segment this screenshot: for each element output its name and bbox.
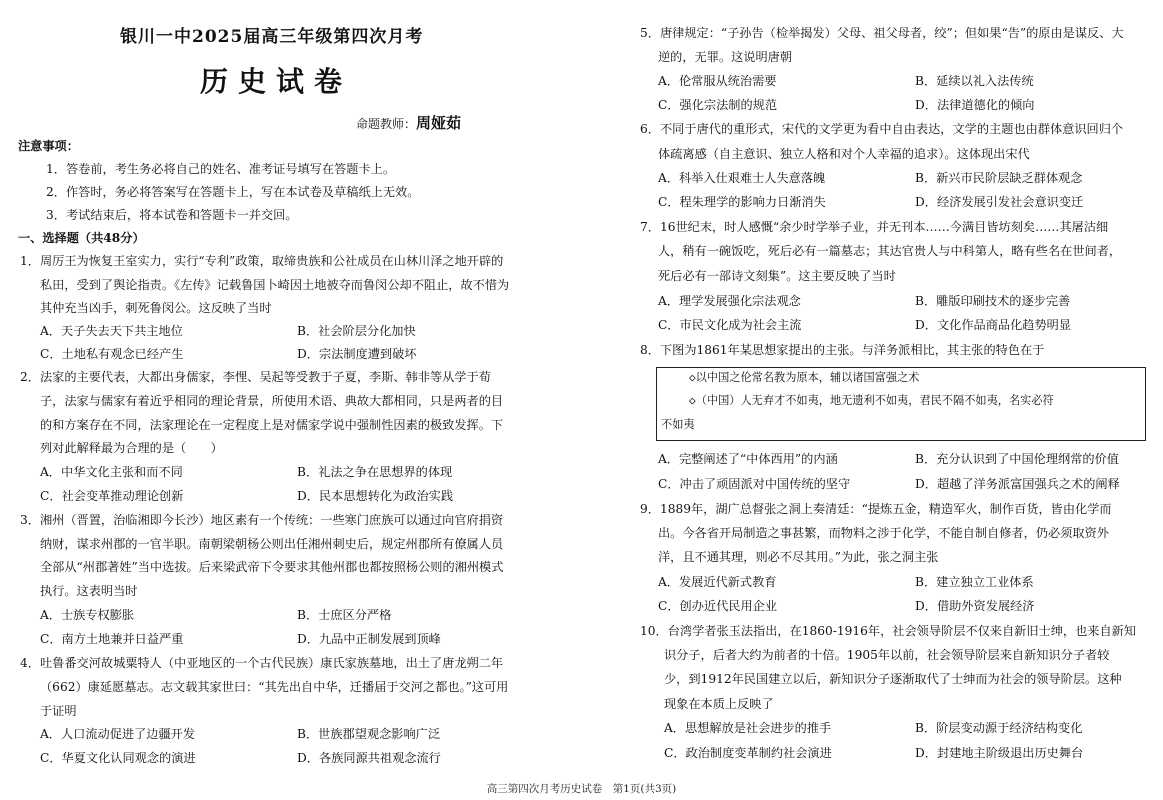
quote-line: 不如夷	[661, 418, 695, 431]
question-7-option-d[interactable]: D．文化作品商品化趋势明显	[915, 318, 1072, 332]
question-10-option-c[interactable]: C．政治制度变革制约社会演进	[664, 746, 832, 760]
question-2-option-b[interactable]: B．礼法之争在思想界的体现	[297, 465, 453, 479]
question-7-stem: 7．16世纪末，时人感慨“余少时学举子业，并无刊本……今满目皆坊刻矣……其屠沽细	[640, 220, 1109, 234]
question-2-stem: 2．法家的主要代表，大都出身儒家，李悝、吴起等受教于子夏，李斯、韩非等从学于荀	[20, 370, 491, 384]
note-item: 2．作答时，务必将答案写在答题卡上，写在本试卷及草稿纸上无效。	[46, 185, 420, 199]
question-8-option-c[interactable]: C．冲击了顽固派对中国传统的坚守	[658, 477, 851, 491]
school-title: 银川一中2025届高三年级第四次月考	[120, 27, 424, 47]
question-7-option-c[interactable]: C．市民文化成为社会主流	[658, 318, 802, 332]
question-6-option-b[interactable]: B．新兴市民阶层缺乏群体观念	[915, 171, 1083, 185]
question-6-option-d[interactable]: D．经济发展引发社会意识变迁	[915, 195, 1084, 209]
question-8-option-b[interactable]: B．充分认识到了中国伦理纲常的价值	[915, 452, 1119, 466]
question-4-option-c[interactable]: C．华夏文化认同观念的演进	[40, 751, 196, 765]
question-1-option-d[interactable]: D．宗法制度遭到破坏	[297, 347, 417, 361]
notes-title: 注意事项：	[18, 139, 79, 153]
question-4-stem: 4．吐鲁番交河故城粟特人（中亚地区的一个古代民族）康氏家族墓地，出土了唐龙朔二年	[20, 656, 504, 670]
question-8-stem: 8．下图为1861年某思想家提出的主张。与洋务派相比，其主张的特色在于	[640, 343, 1045, 357]
question-9-stem: 出。今各省开局制造之事甚繁，而物料之涉于化学，不能自制自修者，仍必须取资外	[658, 526, 1109, 540]
question-1-option-b[interactable]: B．社会阶层分化加快	[297, 324, 416, 338]
question-5-option-c[interactable]: C．强化宗法制的规范	[658, 98, 778, 112]
question-10-stem: 现象在本质上反映了	[664, 697, 774, 711]
question-9-option-a[interactable]: A．发展近代新式教育	[658, 575, 777, 589]
question-2-option-c[interactable]: C．社会变革推动理论创新	[40, 489, 184, 503]
quote-line: ◇以中国之伦常名教为原本，辅以诸国富强之术	[689, 371, 920, 384]
question-1-stem: 其仲充当凶手，刺死鲁闵公。这反映了当时	[40, 301, 272, 315]
question-6-option-c[interactable]: C．程朱理学的影响力日渐消失	[658, 195, 826, 209]
question-3-stem: 3．湘州（晋置，治临湘即今长沙）地区素有一个传统：一些寒门庶族可以通过向官府捐资	[20, 513, 504, 527]
question-2-stem: 子，法家与儒家有着近乎相同的理论背景，所使用术语、典故大都相同，只是两者的目	[40, 394, 504, 408]
question-9-option-b[interactable]: B．建立独立工业体系	[915, 575, 1034, 589]
question-5-option-d[interactable]: D．法律道德化的倾向	[915, 98, 1035, 112]
teacher-name: 周娅茹	[416, 114, 462, 132]
question-4-stem: 于证明	[40, 704, 77, 718]
quote-line: ◇（中国）人无弃才不如夷，地无遗利不如夷，君民不隔不如夷，名实必符	[689, 394, 1054, 407]
quote-box	[656, 367, 1146, 441]
question-5-stem: 逆的，无罪。这说明唐朝	[658, 50, 793, 64]
question-2-stem: 列对此解释最为合理的是（ ）	[40, 441, 223, 455]
question-4-option-b[interactable]: B．世族郡望观念影响广泛	[297, 727, 441, 741]
question-9-option-c[interactable]: C．创办近代民用企业	[658, 599, 778, 613]
question-4-option-a[interactable]: A．人口流动促进了边疆开发	[40, 727, 196, 741]
question-3-stem: 全部从“州郡著姓”当中选拔。后来梁武帝下令要求其他州郡也都按照杨公则的湘州模式	[40, 560, 504, 574]
question-9-stem: 洋，且不通其理，则必不尽其用。”为此，张之洞主张	[658, 550, 939, 564]
page-footer: 高三第四次月考历史试卷 第1页(共3页)	[486, 783, 677, 795]
question-10-stem: 少，到1912年民国建立以后，新知识分子逐渐取代了士绅而为社会的领导阶层。这种	[664, 672, 1122, 686]
question-8-option-a[interactable]: A．完整阐述了“中体西用”的内涵	[658, 452, 838, 466]
teacher-label: 命题教师：	[356, 117, 417, 131]
section-title: 一、选择题（共48分）	[18, 231, 145, 245]
question-4-stem: （662）康延愿墓志。志文载其家世曰：“其先出自中华，迁播届于交河之都也。”这可用	[40, 680, 509, 694]
question-2-option-a[interactable]: A．中华文化主张和而不同	[40, 465, 183, 479]
question-3-option-a[interactable]: A．士族专权膨胀	[40, 608, 135, 622]
question-5-option-a[interactable]: A．伦常服从统治需要	[658, 74, 777, 88]
question-1-option-a[interactable]: A．天子失去天下共主地位	[40, 324, 183, 338]
question-5-stem: 5．唐律规定：“子孙告（检举揭发）父母、祖父母者，绞”；但如果“告”的原由是谋反、大	[640, 26, 1124, 40]
question-6-option-a[interactable]: A．科举入仕艰难士人失意落魄	[658, 171, 826, 185]
question-1-stem: 1．周厉王为恢复王室实力，实行“专利”政策，取缔贵族和公社成员在山林川泽之地开辟的	[20, 254, 504, 268]
question-3-stem: 执行。这表明当时	[40, 584, 138, 598]
question-8-option-d[interactable]: D．超越了洋务派富国强兵之术的阐释	[915, 477, 1120, 491]
question-6-stem: 体疏离感（自主意识、独立人格和对个人幸福的追求）。这体现出宋代	[658, 147, 1030, 161]
note-item: 3．考试结束后，将本试卷和答题卡一并交回。	[46, 208, 298, 222]
question-9-option-d[interactable]: D．借助外资发展经济	[915, 599, 1035, 613]
question-3-option-b[interactable]: B．士庶区分严格	[297, 608, 392, 622]
question-7-option-b[interactable]: B．雕版印刷技术的逐步完善	[915, 294, 1071, 308]
question-6-stem: 6．不同于唐代的重形式，宋代的文学更为看中自由表达，文学的主题也由群体意识回归个	[640, 122, 1124, 136]
question-7-stem: 死后必有一部诗文刻集”。这主要反映了当时	[658, 269, 896, 283]
question-10-stem: 10．台湾学者张玉法指出，在1860-1916年，社会领导阶层不仅来自新旧士绅，也来自新知	[640, 624, 1137, 638]
question-10-option-b[interactable]: B．阶层变动源于经济结构变化	[915, 721, 1083, 735]
question-10-option-a[interactable]: A．思想解放是社会进步的推手	[664, 721, 832, 735]
question-4-option-d[interactable]: D．各族同源共祖观念流行	[297, 751, 441, 765]
question-7-option-a[interactable]: A．理学发展强化宗法观念	[658, 294, 801, 308]
question-3-option-d[interactable]: D．九品中正制发展到顶峰	[297, 632, 441, 646]
question-9-stem: 9．1889年，湖广总督张之洞上奏清廷：“提炼五金，精造军火，制作百货，皆由化学而	[640, 502, 1112, 516]
question-1-option-c[interactable]: C．土地私有观念已经产生	[40, 347, 184, 361]
question-3-stem: 纳财，谋求州郡的一官半职。南朝梁朝杨公则出任湘州刺史后，规定州郡所有僚属人员	[40, 537, 504, 551]
question-10-option-d[interactable]: D．封建地主阶级退出历史舞台	[915, 746, 1084, 760]
question-5-option-b[interactable]: B．延续以礼入法传统	[915, 74, 1034, 88]
question-2-option-d[interactable]: D．民本思想转化为政治实践	[297, 489, 454, 503]
question-2-stem: 的和方案存在不同，法家理论在一定程度上是对儒家学说中强制性因素的极致发挥。下	[40, 418, 504, 432]
question-10-stem: 识分子，后者大约为前者的十倍。1905年以前，社会领导阶层来自新知识分子者较	[664, 648, 1110, 662]
question-7-stem: 人，稍有一碗饭吃，死后必有一篇墓志；其达官贵人与中科第人，略有些名在世间者，	[658, 244, 1122, 258]
question-3-option-c[interactable]: C．南方土地兼并日益严重	[40, 632, 184, 646]
teacher-line	[356, 112, 461, 133]
note-item: 1．答卷前，考生务必将自己的姓名、准考证号填写在答题卡上。	[46, 162, 396, 176]
subject-title: 历史试卷	[200, 65, 353, 98]
question-1-stem: 私田，受到了舆论指责。《左传》记载鲁国卜崎因土地被夺而鲁闵公却不阻止，故不惜为	[40, 278, 510, 292]
